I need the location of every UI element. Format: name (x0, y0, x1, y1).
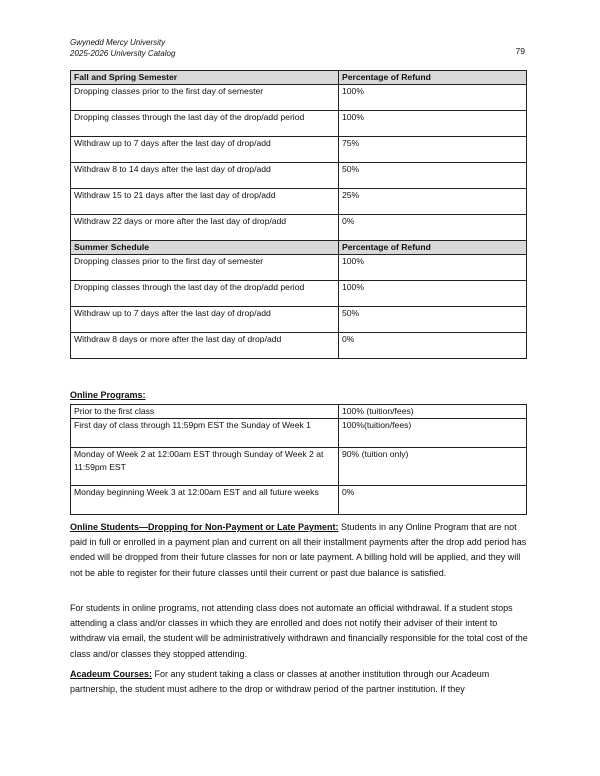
header-cell: Percentage of Refund (339, 71, 527, 85)
refund-table (70, 70, 527, 359)
table-row (71, 448, 527, 486)
table-row (71, 307, 527, 333)
table-cell: 25% (339, 189, 527, 215)
table-cell: Withdraw 8 days or more after the last day of drop/add (71, 333, 339, 359)
table-cell: 90% (tuition only) (339, 448, 527, 486)
table-row (71, 111, 527, 137)
table-cell: 100% (339, 111, 527, 137)
table-cell: Withdraw up to 7 days after the last day of drop/add (71, 307, 339, 333)
table-row (71, 255, 527, 281)
page-number: 79 (515, 46, 525, 56)
table-cell: Dropping classes prior to the first day of semester (71, 85, 339, 111)
table-cell: Dropping classes through the last day of the drop/add period (71, 281, 339, 307)
table-cell: 0% (339, 215, 527, 241)
table-row (71, 85, 527, 111)
table-cell: Monday beginning Week 3 at 12:00am EST and all future weeks (71, 486, 339, 515)
paragraph-text: Students in any Online Program that are not paid in full or enrolled in a payment plan and current on all their installment payments after the drop add period has ended will be dropped from their future classes for non or late payment. A billing hold will be applied, and they will not be able to register for their future classes until their current or past due balance is satisfied. (70, 522, 527, 578)
table-cell: 100% (tuition/fees) (339, 405, 527, 419)
table-row (71, 281, 527, 307)
online-students-paragraph (70, 520, 530, 581)
table-cell: Withdraw 15 to 21 days after the last day of drop/add (71, 189, 339, 215)
table-cell: Withdraw 22 days or more after the last day of drop/add (71, 215, 339, 241)
table-row (71, 486, 527, 515)
paragraph-text: For any student taking a class or classes at another institution through our Acadeum partnership, the student must adhere to the drop or withdraw period of the partner institution. If they (70, 669, 490, 695)
paragraph-heading: Acadeum Courses: (70, 669, 153, 679)
table-cell: Withdraw 8 to 14 days after the last day of drop/add (71, 163, 339, 189)
table-cell: First day of class through 11:59pm EST the Sunday of Week 1 (71, 419, 339, 448)
table-cell: 50% (339, 163, 527, 189)
table-header-row (71, 71, 527, 85)
header-cell: Summer Schedule (71, 241, 339, 255)
catalog-title: 2025-2026 University Catalog (70, 49, 176, 58)
paragraph-heading: Online Students—Dropping for Non-Payment or Late Payment: (70, 522, 339, 532)
table-cell: Withdraw up to 7 days after the last day of drop/add (71, 137, 339, 163)
acadeum-paragraph (70, 667, 530, 697)
attendance-paragraph: For students in online programs, not attending class does not automate an official withdrawal. If a student stops attending a class and/or classes in which they are enrolled and does not notify their adviser of their intent to withdraw via email, the student will be administratively withdrawn and financially responsible for the total cost of the class and/or classes they stopped attending. (70, 603, 528, 659)
table-cell: 50% (339, 307, 527, 333)
page-header (70, 37, 175, 59)
header-cell: Percentage of Refund (339, 241, 527, 255)
table-cell: Dropping classes prior to the first day of semester (71, 255, 339, 281)
table-row (71, 137, 527, 163)
table-row (71, 333, 527, 359)
header-cell: Fall and Spring Semester (71, 71, 339, 85)
table-row (71, 419, 527, 448)
table-cell: Dropping classes through the last day of the drop/add period (71, 111, 339, 137)
table-cell: 100% (339, 281, 527, 307)
table-cell: 75% (339, 137, 527, 163)
table-cell: Prior to the first class (71, 405, 339, 419)
table-header-row (71, 241, 527, 255)
table-cell: 100%(tuition/fees) (339, 419, 527, 448)
online-programs-table (70, 404, 527, 515)
table-cell: 100% (339, 255, 527, 281)
table-cell: Monday of Week 2 at 12:00am EST through Sunday of Week 2 at 11:59pm EST (71, 448, 339, 486)
table-cell: 100% (339, 85, 527, 111)
table-cell: 0% (339, 486, 527, 515)
university-name: Gwynedd Mercy University (70, 38, 166, 47)
table-cell: 0% (339, 333, 527, 359)
online-programs-title: Online Programs: (70, 390, 146, 400)
table-row (71, 405, 527, 419)
table-row (71, 163, 527, 189)
table-row (71, 189, 527, 215)
table-row (71, 215, 527, 241)
